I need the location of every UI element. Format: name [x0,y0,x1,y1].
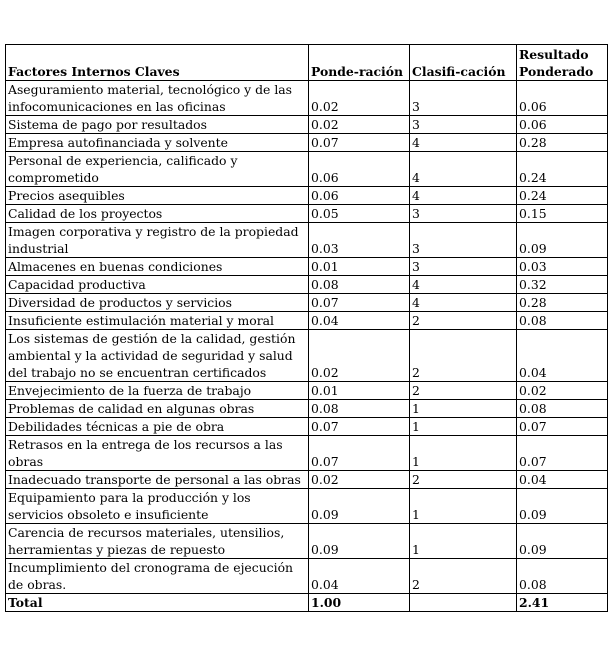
cell-result: 0.09 [517,524,608,559]
cell-factor: Incumplimiento del cronograma de ejecución de obras. [6,559,309,594]
cell-rating: 1 [410,436,517,471]
cell-result: 0.32 [517,276,608,294]
cell-result: 0.07 [517,418,608,436]
cell-factor: Precios asequibles [6,187,309,205]
cell-factor: Imagen corporativa y registro de la propiedad industrial [6,223,309,258]
cell-factor: Equipamiento para la producción y los servicios obsoleto e insuficiente [6,489,309,524]
cell-factor: Inadecuado transporte de personal a las obras [6,471,309,489]
cell-result: 0.02 [517,382,608,400]
table-row [6,187,608,205]
cell-result: 0.08 [517,312,608,330]
cell-weight: 0.07 [309,294,410,312]
cell-weight: 0.09 [309,489,410,524]
cell-weight: 0.02 [309,116,410,134]
cell-weight: 0.07 [309,418,410,436]
cell-factor: Insuficiente estimulación material y moral [6,312,309,330]
cell-rating: 2 [410,382,517,400]
cell-weight: 0.05 [309,205,410,223]
table-row [6,116,608,134]
table-row [6,276,608,294]
cell-weight: 0.01 [309,258,410,276]
cell-weight: 0.08 [309,400,410,418]
cell-factor: Los sistemas de gestión de la calidad, gestión ambiental y la actividad de seguridad y salud del trabajo no se encuentran certificados [6,330,309,382]
total-rating [410,594,517,612]
table-row [6,258,608,276]
cell-rating: 4 [410,294,517,312]
cell-result: 0.07 [517,436,608,471]
cell-rating: 1 [410,418,517,436]
cell-factor: Aseguramiento material, tecnológico y de las infocomunicaciones en las oficinas [6,81,309,116]
cell-rating: 1 [410,400,517,418]
cell-rating: 3 [410,116,517,134]
cell-result: 0.04 [517,471,608,489]
cell-result: 0.28 [517,134,608,152]
cell-result: 0.15 [517,205,608,223]
table-row [6,418,608,436]
cell-weight: 0.03 [309,223,410,258]
header-factor: Factores Internos Claves [6,45,309,81]
cell-weight: 0.08 [309,276,410,294]
cell-factor: Almacenes en buenas condiciones [6,258,309,276]
table-row [6,312,608,330]
table-row [6,524,608,559]
cell-factor: Personal de experiencia, calificado y comprometido [6,152,309,187]
cell-rating: 2 [410,312,517,330]
cell-weight: 0.07 [309,436,410,471]
table-row [6,294,608,312]
table-row [6,400,608,418]
cell-result: 0.03 [517,258,608,276]
cell-rating: 4 [410,134,517,152]
cell-result: 0.09 [517,223,608,258]
cell-factor: Empresa autofinanciada y solvente [6,134,309,152]
table-row [6,152,608,187]
cell-factor: Debilidades técnicas a pie de obra [6,418,309,436]
cell-weight: 0.02 [309,471,410,489]
cell-weight: 0.07 [309,134,410,152]
cell-factor: Problemas de calidad en algunas obras [6,400,309,418]
header-result-line1: Resultado [519,47,589,62]
cell-weight: 0.06 [309,152,410,187]
total-result: 2.41 [517,594,608,612]
cell-factor: Retrasos en la entrega de los recursos a las obras [6,436,309,471]
cell-rating: 3 [410,205,517,223]
cell-result: 0.24 [517,152,608,187]
cell-result: 0.28 [517,294,608,312]
table-row [6,436,608,471]
cell-result: 0.08 [517,559,608,594]
cell-factor: Envejecimiento de la fuerza de trabajo [6,382,309,400]
table-row [6,471,608,489]
cell-rating: 3 [410,223,517,258]
cell-result: 0.09 [517,489,608,524]
cell-weight: 0.01 [309,382,410,400]
table-row [6,205,608,223]
cell-factor: Carencia de recursos materiales, utensilios, herramientas y piezas de repuesto [6,524,309,559]
cell-weight: 0.02 [309,330,410,382]
cell-factor: Calidad de los proyectos [6,205,309,223]
cell-rating: 2 [410,559,517,594]
cell-rating: 4 [410,276,517,294]
cell-rating: 4 [410,152,517,187]
cell-weight: 0.04 [309,559,410,594]
cell-rating: 3 [410,258,517,276]
cell-rating: 3 [410,81,517,116]
cell-result: 0.06 [517,116,608,134]
header-result [517,45,608,81]
header-rating: Clasifi-cación [410,45,517,81]
header-row [6,45,608,81]
table-row [6,559,608,594]
total-row [6,594,608,612]
cell-rating: 1 [410,524,517,559]
cell-factor: Diversidad de productos y servicios [6,294,309,312]
cell-factor: Sistema de pago por resultados [6,116,309,134]
table-row [6,382,608,400]
table-row [6,223,608,258]
cell-weight: 0.06 [309,187,410,205]
cell-result: 0.04 [517,330,608,382]
header-result-line2: Ponderado [519,64,594,79]
cell-factor: Capacidad productiva [6,276,309,294]
cell-rating: 2 [410,330,517,382]
cell-weight: 0.09 [309,524,410,559]
cell-result: 0.24 [517,187,608,205]
cell-result: 0.08 [517,400,608,418]
table-row [6,489,608,524]
total-label: Total [6,594,309,612]
table-row [6,134,608,152]
cell-rating: 4 [410,187,517,205]
total-weight: 1.00 [309,594,410,612]
cell-rating: 2 [410,471,517,489]
cell-weight: 0.02 [309,81,410,116]
cell-weight: 0.04 [309,312,410,330]
cell-rating: 1 [410,489,517,524]
header-weight: Ponde-ración [309,45,410,81]
internal-factors-matrix [5,44,608,612]
table-row [6,81,608,116]
table-row [6,330,608,382]
cell-result: 0.06 [517,81,608,116]
